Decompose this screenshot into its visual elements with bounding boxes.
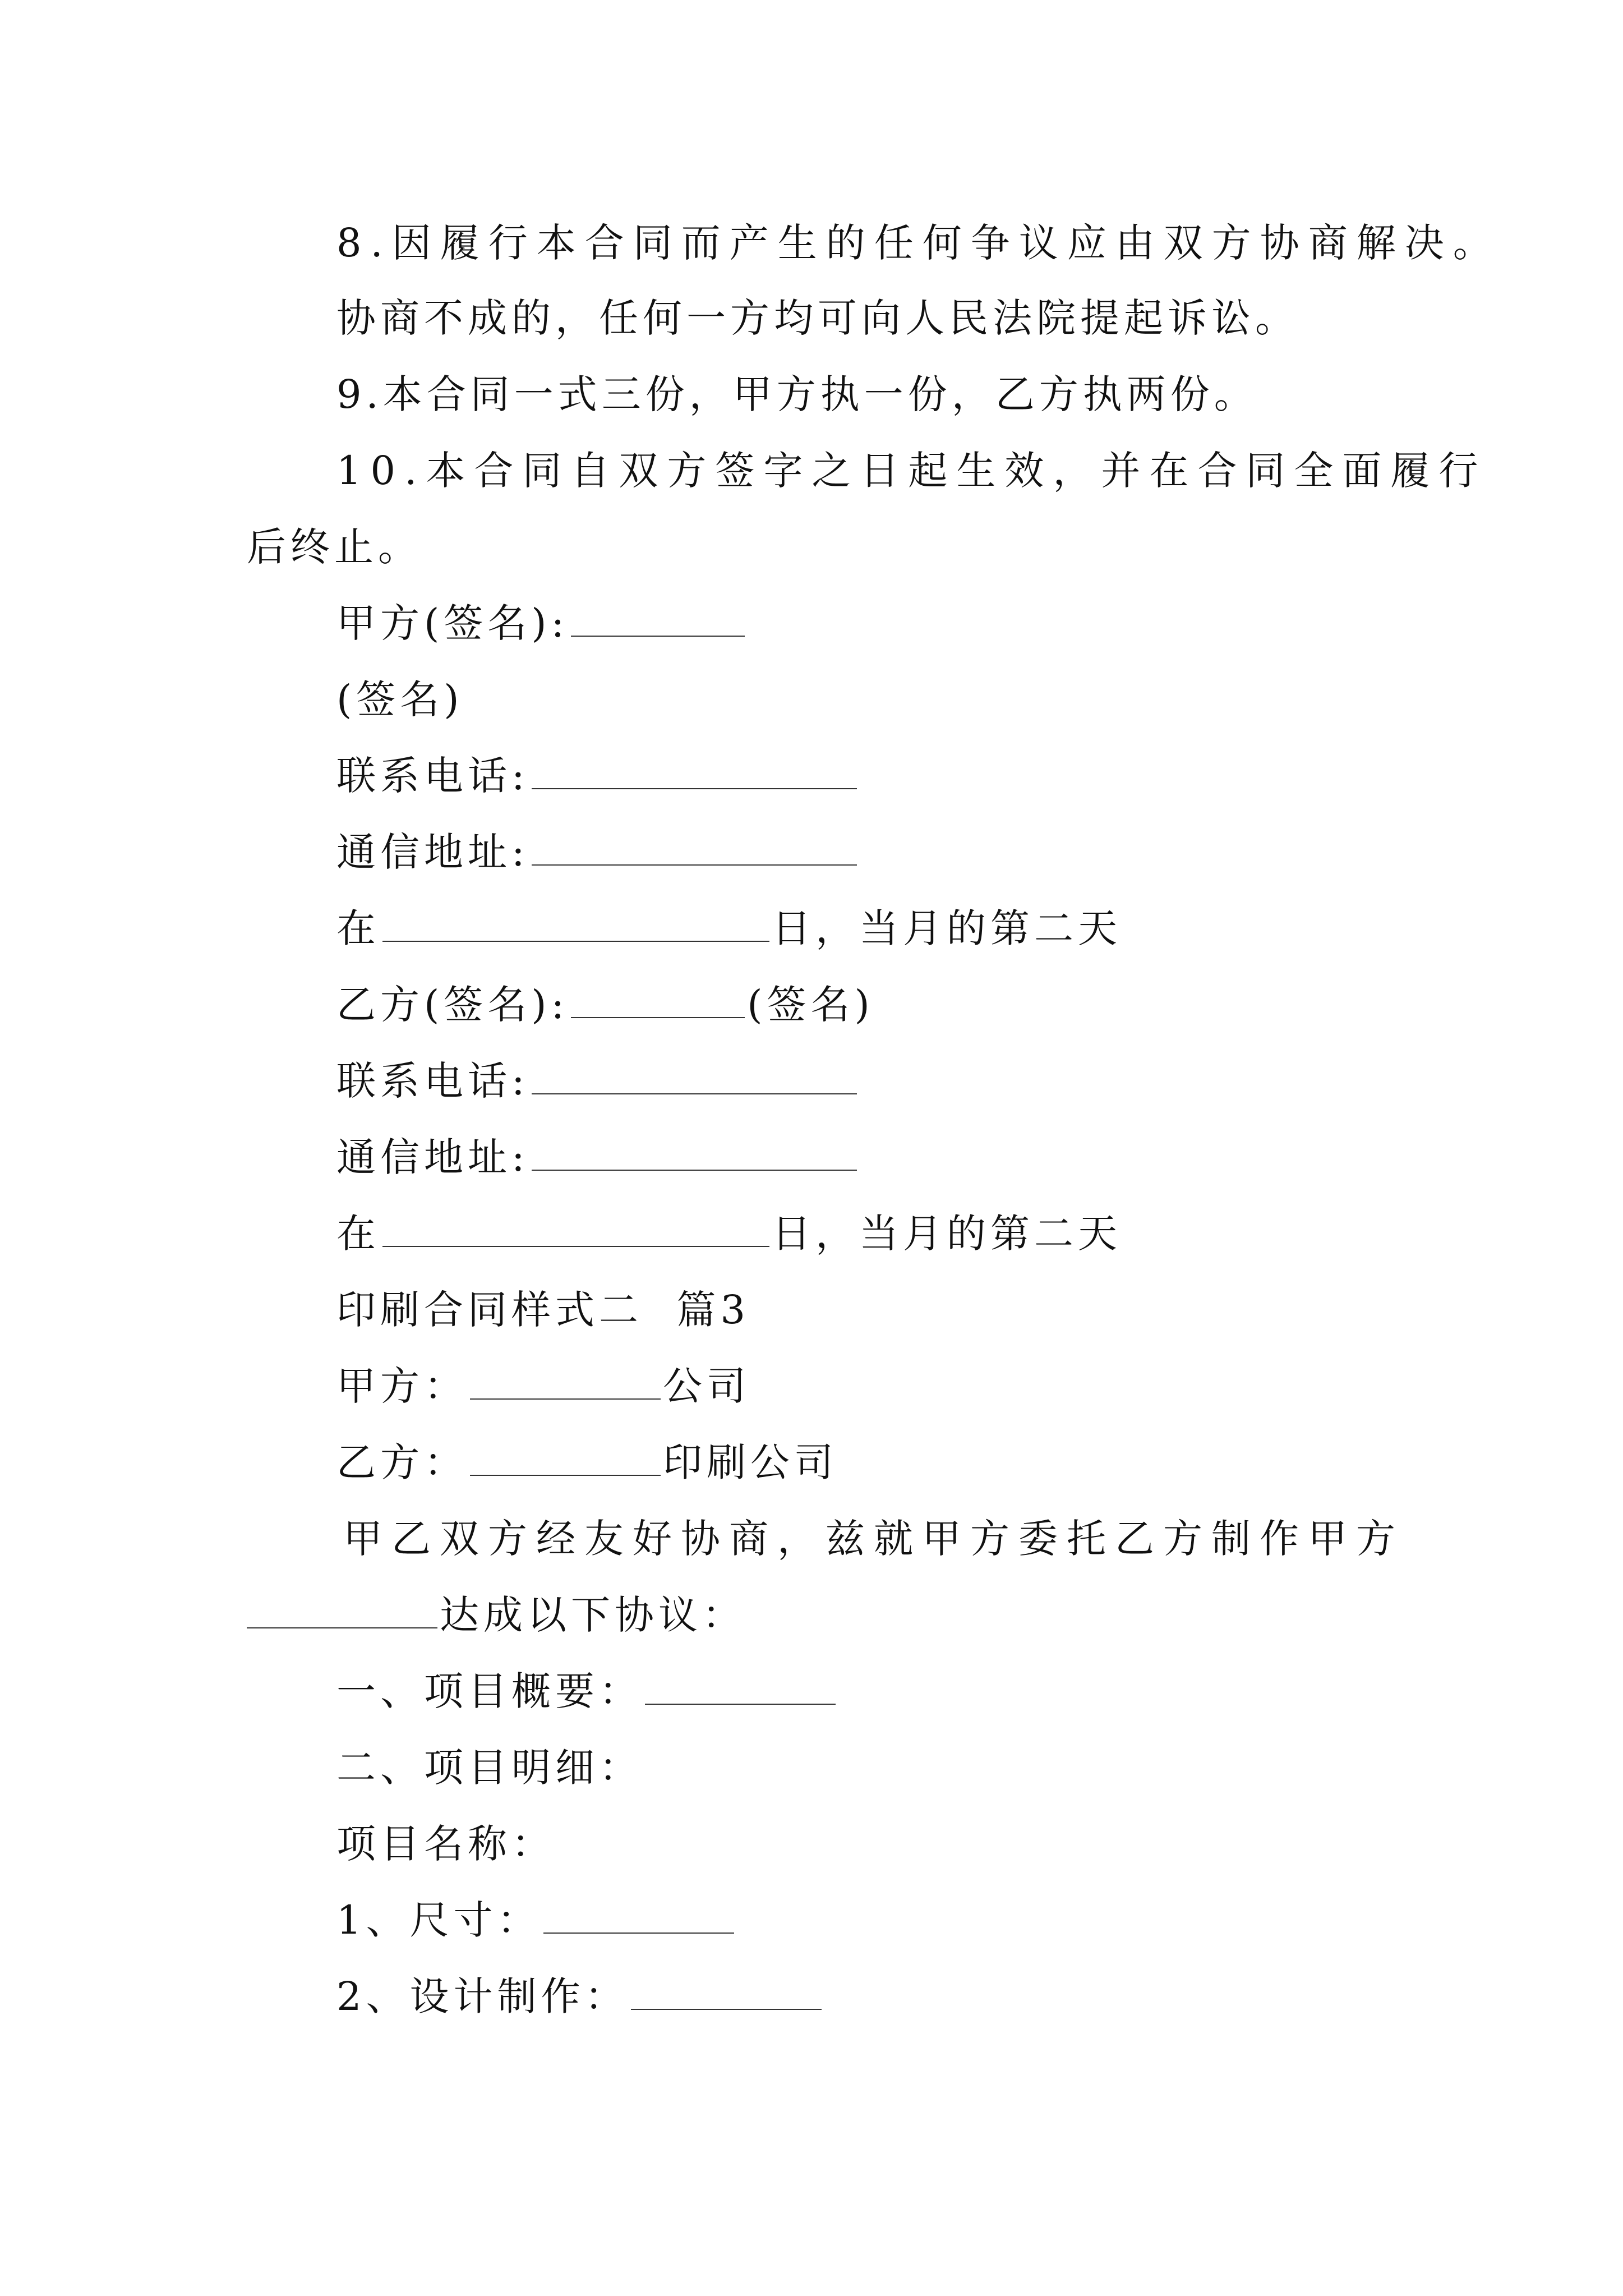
agreement-intro-line-2: 达成以下协议： [247, 1595, 746, 1635]
party-a-signature-blank [571, 604, 745, 637]
agreement-subject-blank [247, 1596, 437, 1628]
party-a-date: 在 日，当月的第二天 [336, 905, 1122, 951]
party-a-address: 通信地址: [336, 832, 859, 872]
project-overview: 一、项目概要： [336, 1672, 838, 1711]
party-a-signature: 甲方(签名): [336, 604, 747, 643]
party-a-company-blank [470, 1367, 661, 1400]
party-b-signature-blank [571, 986, 745, 1018]
project-name: 项目名称： [336, 1821, 555, 1867]
agreement-intro-line-1: 甲乙双方经友好协商，兹就甲方委托乙方制作甲方 [343, 1516, 1404, 1562]
party-a-phone: 联系电话: [336, 756, 859, 795]
signature-label: (签名) [336, 677, 464, 723]
party-b-signature: 乙方(签名): (签名) [336, 982, 874, 1028]
party-b-phone-blank [532, 1062, 857, 1094]
party-a-address-blank [532, 833, 857, 866]
item-design-blank [631, 1977, 822, 2010]
clause-8-line-2: 协商不成的，任何一方均可向人民法院提起诉讼。 [336, 295, 1299, 341]
project-details: 二、项目明细： [336, 1745, 643, 1791]
party-b-date: 在 日，当月的第二天 [336, 1211, 1122, 1257]
party-b-address: 通信地址: [336, 1138, 859, 1177]
item-size: 1、尺寸： [336, 1901, 736, 1940]
party-b-company: 乙方： 印刷公司 [336, 1439, 838, 1485]
party-a-company: 甲方： 公司 [336, 1363, 750, 1409]
party-a-date-blank [382, 909, 769, 942]
section-heading: 印刷合同样式二 篇3 [336, 1287, 750, 1333]
clause-8-line-1: 8.因履行本合同而产生的任何争议应由双方协商解决。 [336, 220, 1501, 266]
project-overview-blank [645, 1672, 836, 1705]
party-b-date-blank [382, 1214, 769, 1247]
party-b-phone: 联系电话: [336, 1061, 859, 1101]
clause-10-line-1: 10.本合同自双方签字之日起生效，并在合同全面履行 [336, 448, 1487, 494]
clause-10-line-2: 后终止。 [247, 524, 422, 570]
item-design: 2、设计制作： [336, 1977, 824, 2016]
item-size-blank [543, 1901, 734, 1934]
clause-9: 9.本合同一式三份，甲方执一份，乙方执两份。 [336, 371, 1258, 417]
party-b-company-blank [470, 1443, 661, 1476]
party-a-phone-blank [532, 757, 857, 789]
party-b-address-blank [532, 1138, 857, 1171]
